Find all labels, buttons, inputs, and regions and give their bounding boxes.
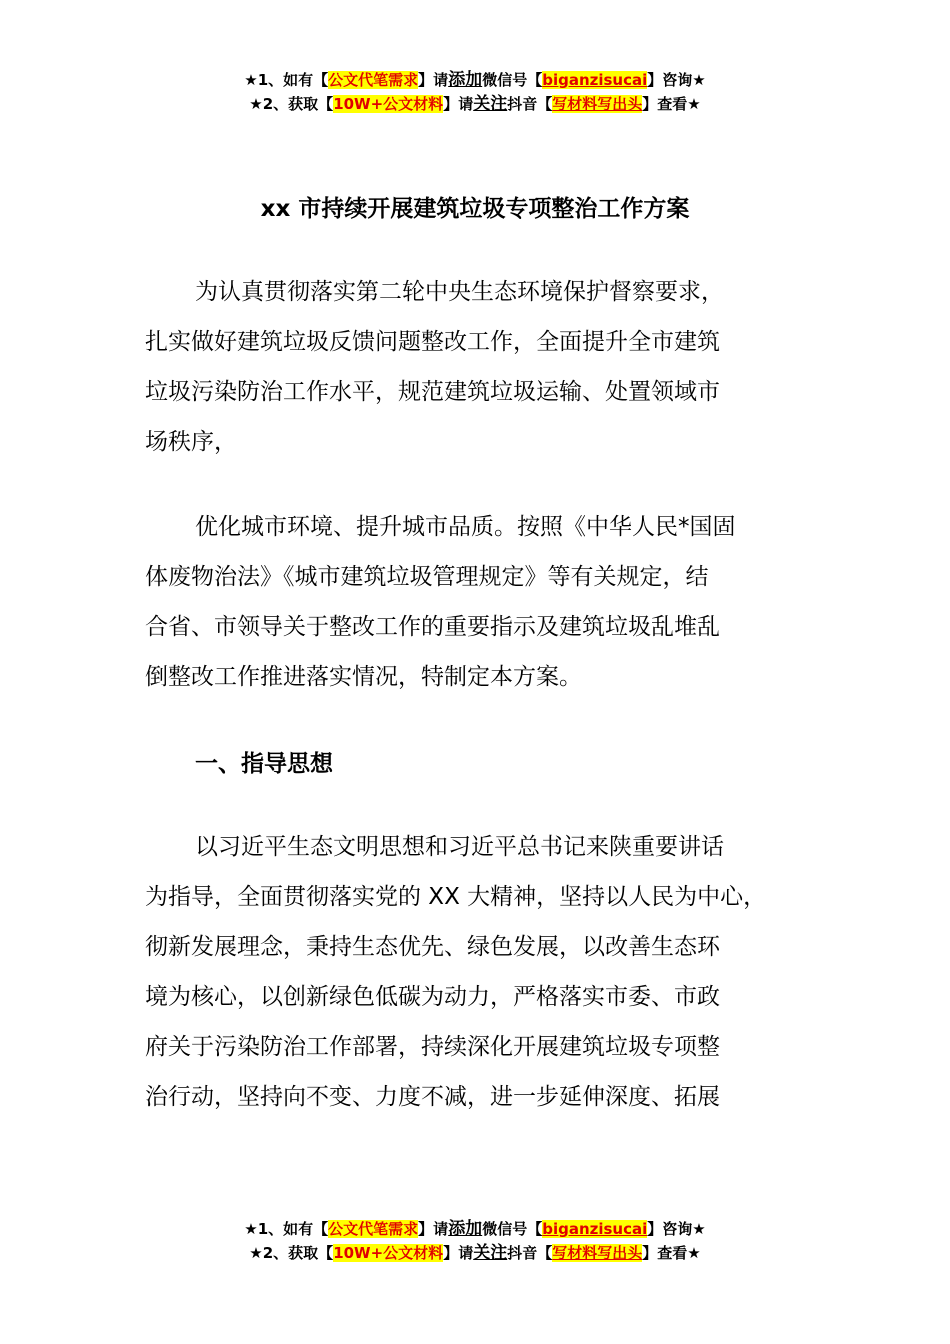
banner-text: 抖音【 bbox=[507, 95, 553, 113]
banner-line-1 bbox=[0, 1217, 950, 1241]
header-banner bbox=[0, 68, 950, 116]
text-line: 治行动，坚持向不变、力度不减，进一步延伸深度、拓展 bbox=[145, 1084, 720, 1110]
banner-emphasis: 关注 bbox=[473, 94, 508, 114]
text-line: 境为核心，以创新绿色低碳为动力，严格落实市委、市政 bbox=[145, 984, 720, 1010]
text-line: 合省、市领导关于整改工作的重要指示及建筑垃圾乱堆乱 bbox=[145, 614, 720, 640]
text-line: 为认真贯彻落实第二轮中央生态环境保护督察要求， bbox=[195, 279, 724, 305]
banner-emphasis: 添加 bbox=[448, 70, 483, 90]
banner-highlight: 10W+公文材料 bbox=[333, 95, 444, 113]
text-line: 以习近平生态文明思想和习近平总书记来陕重要讲话 bbox=[195, 834, 724, 860]
wechat-id-link[interactable]: biganzisucai bbox=[542, 71, 648, 89]
paragraph-2 bbox=[145, 502, 736, 702]
text-line: 优化城市环境、提升城市品质。按照《中华人民*国固 bbox=[195, 514, 736, 540]
paragraph-3 bbox=[145, 822, 766, 1122]
text-line: 场秩序， bbox=[145, 429, 237, 455]
text-line: 彻新发展理念，秉持生态优先、绿色发展，以改善生态环 bbox=[145, 934, 720, 960]
wechat-id-link[interactable]: biganzisucai bbox=[542, 1220, 648, 1238]
banner-line-1 bbox=[0, 68, 950, 92]
text-line: 体废物治法》《城市建筑垃圾管理规定》等有关规定，结 bbox=[145, 564, 709, 590]
douyin-link[interactable]: 写材料写出头 bbox=[552, 95, 643, 113]
banner-text: ★1、如有【 bbox=[244, 71, 329, 89]
douyin-link[interactable]: 写材料写出头 bbox=[552, 1244, 643, 1262]
banner-text: 】查看★ bbox=[642, 95, 701, 113]
banner-highlight: 公文代笔需求 bbox=[328, 71, 419, 89]
banner-text: 】咨询★ bbox=[647, 71, 706, 89]
banner-text: ★2、获取【 bbox=[249, 1244, 334, 1262]
section-heading: 一、指导思想 bbox=[195, 751, 333, 777]
banner-text: 微信号【 bbox=[482, 1220, 543, 1238]
banner-text: 】请 bbox=[443, 95, 474, 113]
banner-text: 微信号【 bbox=[482, 71, 543, 89]
text-line: 府关于污染防治工作部署，持续深化开展建筑垃圾专项整 bbox=[145, 1034, 720, 1060]
footer-banner bbox=[0, 1217, 950, 1265]
banner-emphasis: 关注 bbox=[473, 1243, 508, 1263]
text-line: 为指导，全面贯彻落实党的 XX 大精神，坚持以人民为中心， bbox=[145, 884, 767, 910]
banner-emphasis: 添加 bbox=[448, 1219, 483, 1239]
document-title: xx 市持续开展建筑垃圾专项整治工作方案 bbox=[260, 196, 690, 222]
paragraph-1 bbox=[145, 267, 724, 467]
banner-line-2 bbox=[0, 92, 950, 116]
text-line: 垃圾污染防治工作水平，规范建筑垃圾运输、处置领域市 bbox=[145, 379, 720, 405]
banner-text: 】请 bbox=[443, 1244, 474, 1262]
banner-text: 】咨询★ bbox=[647, 1220, 706, 1238]
banner-text: 】查看★ bbox=[642, 1244, 701, 1262]
text-line: 倒整改工作推进落实情况，特制定本方案。 bbox=[145, 664, 582, 690]
banner-text: ★1、如有【 bbox=[244, 1220, 329, 1238]
banner-highlight: 10W+公文材料 bbox=[333, 1244, 444, 1262]
banner-text: 】请 bbox=[418, 1220, 449, 1238]
text-line: 扎实做好建筑垃圾反馈问题整改工作，全面提升全市建筑 bbox=[145, 329, 720, 355]
banner-text: ★2、获取【 bbox=[249, 95, 334, 113]
banner-highlight: 公文代笔需求 bbox=[328, 1220, 419, 1238]
banner-text: 】请 bbox=[418, 71, 449, 89]
banner-line-2 bbox=[0, 1241, 950, 1265]
banner-text: 抖音【 bbox=[507, 1244, 553, 1262]
